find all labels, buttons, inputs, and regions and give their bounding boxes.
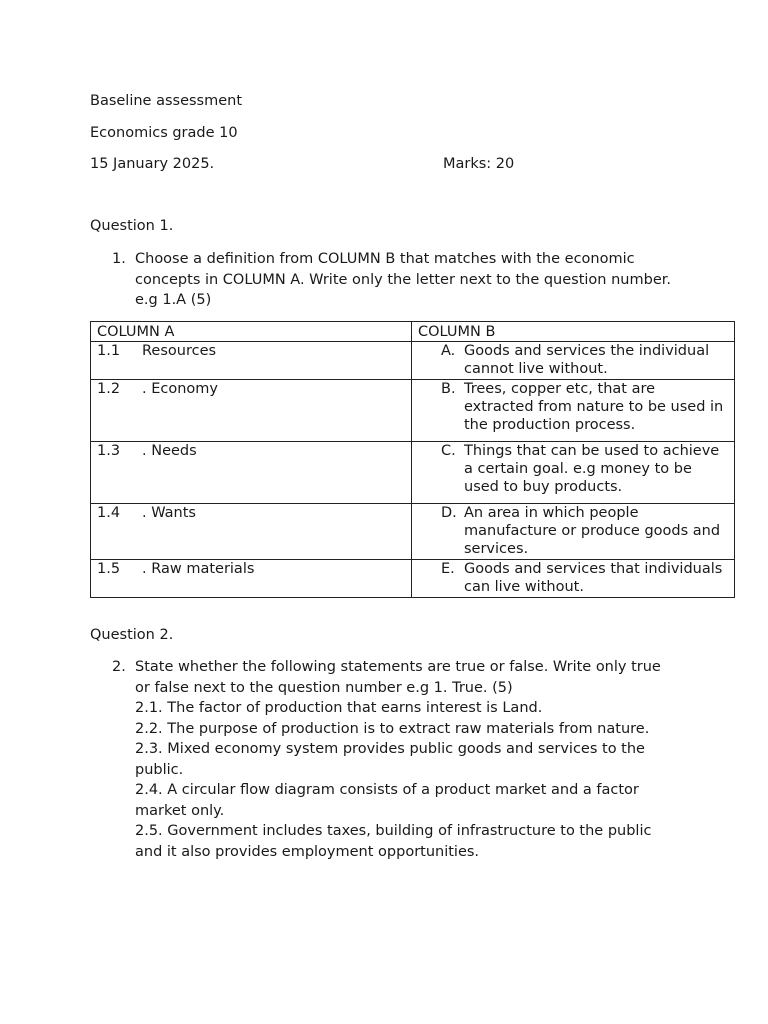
question-2-number: 2. — [112, 659, 126, 675]
table-row — [91, 380, 735, 442]
list-item: 2.5. Government includes taxes, building of infrastructure to the public and it also provides employment opportunities. — [135, 823, 652, 860]
subject-line: Economics grade 10 — [90, 125, 238, 141]
row-term: . Raw materials — [142, 561, 255, 577]
row-term: . Economy — [142, 381, 218, 397]
table-row — [91, 560, 735, 598]
question-1-instruction-block — [90, 249, 690, 311]
row-letter: E. — [441, 561, 455, 577]
row-number: 1.4 — [97, 505, 121, 521]
list-item: 2.3. Mixed economy system provides public goods and services to the public. — [135, 741, 645, 778]
date-line: 15 January 2025. — [90, 156, 215, 172]
row-letter: B. — [441, 381, 456, 397]
question-2-heading: Question 2. — [90, 627, 174, 643]
row-definition: An area in which people manufacture or produce goods and services. — [464, 505, 721, 557]
row-term: Resources — [142, 343, 217, 359]
document-title: Baseline assessment — [90, 93, 243, 109]
row-letter: C. — [441, 443, 456, 459]
list-item: 2.1. The factor of production that earns interest is Land. — [135, 700, 543, 716]
row-letter: D. — [441, 505, 457, 521]
table-header-row — [91, 322, 735, 342]
matching-table — [90, 321, 735, 598]
row-number: 1.3 — [97, 443, 121, 459]
row-number: 1.2 — [97, 381, 121, 397]
row-definition: Goods and services the individual cannot live without. — [464, 343, 710, 377]
question-2-instruction: State whether the following statements are true or false. Write only true or false next to the question number e.g 1. True. (5) — [135, 659, 661, 696]
table-row — [91, 342, 735, 380]
table-row — [91, 504, 735, 560]
question-1-instruction: Choose a definition from COLUMN B that matches with the economic concepts in COLUMN A. Write only the letter next to the question number. e.g 1.A (5) — [135, 251, 671, 308]
column-b-header: COLUMN B — [418, 324, 496, 340]
question-1-number: 1. — [112, 251, 126, 267]
question-2-instruction-block — [90, 657, 690, 862]
row-number: 1.5 — [97, 561, 121, 577]
row-definition: Things that can be used to achieve a certain goal. e.g money to be used to buy products. — [464, 443, 720, 495]
row-definition: Trees, copper etc, that are extracted from nature to be used in the production process. — [464, 381, 724, 433]
statement-list — [135, 698, 675, 862]
row-term: . Needs — [142, 443, 197, 459]
row-term: . Wants — [142, 505, 196, 521]
column-a-header: COLUMN A — [97, 324, 175, 340]
marks-total: Marks: 20 — [443, 156, 515, 172]
question-1-heading: Question 1. — [90, 218, 174, 234]
table-row — [91, 442, 735, 504]
list-item: 2.4. A circular flow diagram consists of a product market and a factor market only. — [135, 782, 639, 819]
row-number: 1.1 — [97, 343, 121, 359]
row-definition: Goods and services that individuals can live without. — [464, 561, 723, 595]
row-letter: A. — [441, 343, 456, 359]
list-item: 2.2. The purpose of production is to extract raw materials from nature. — [135, 720, 650, 737]
